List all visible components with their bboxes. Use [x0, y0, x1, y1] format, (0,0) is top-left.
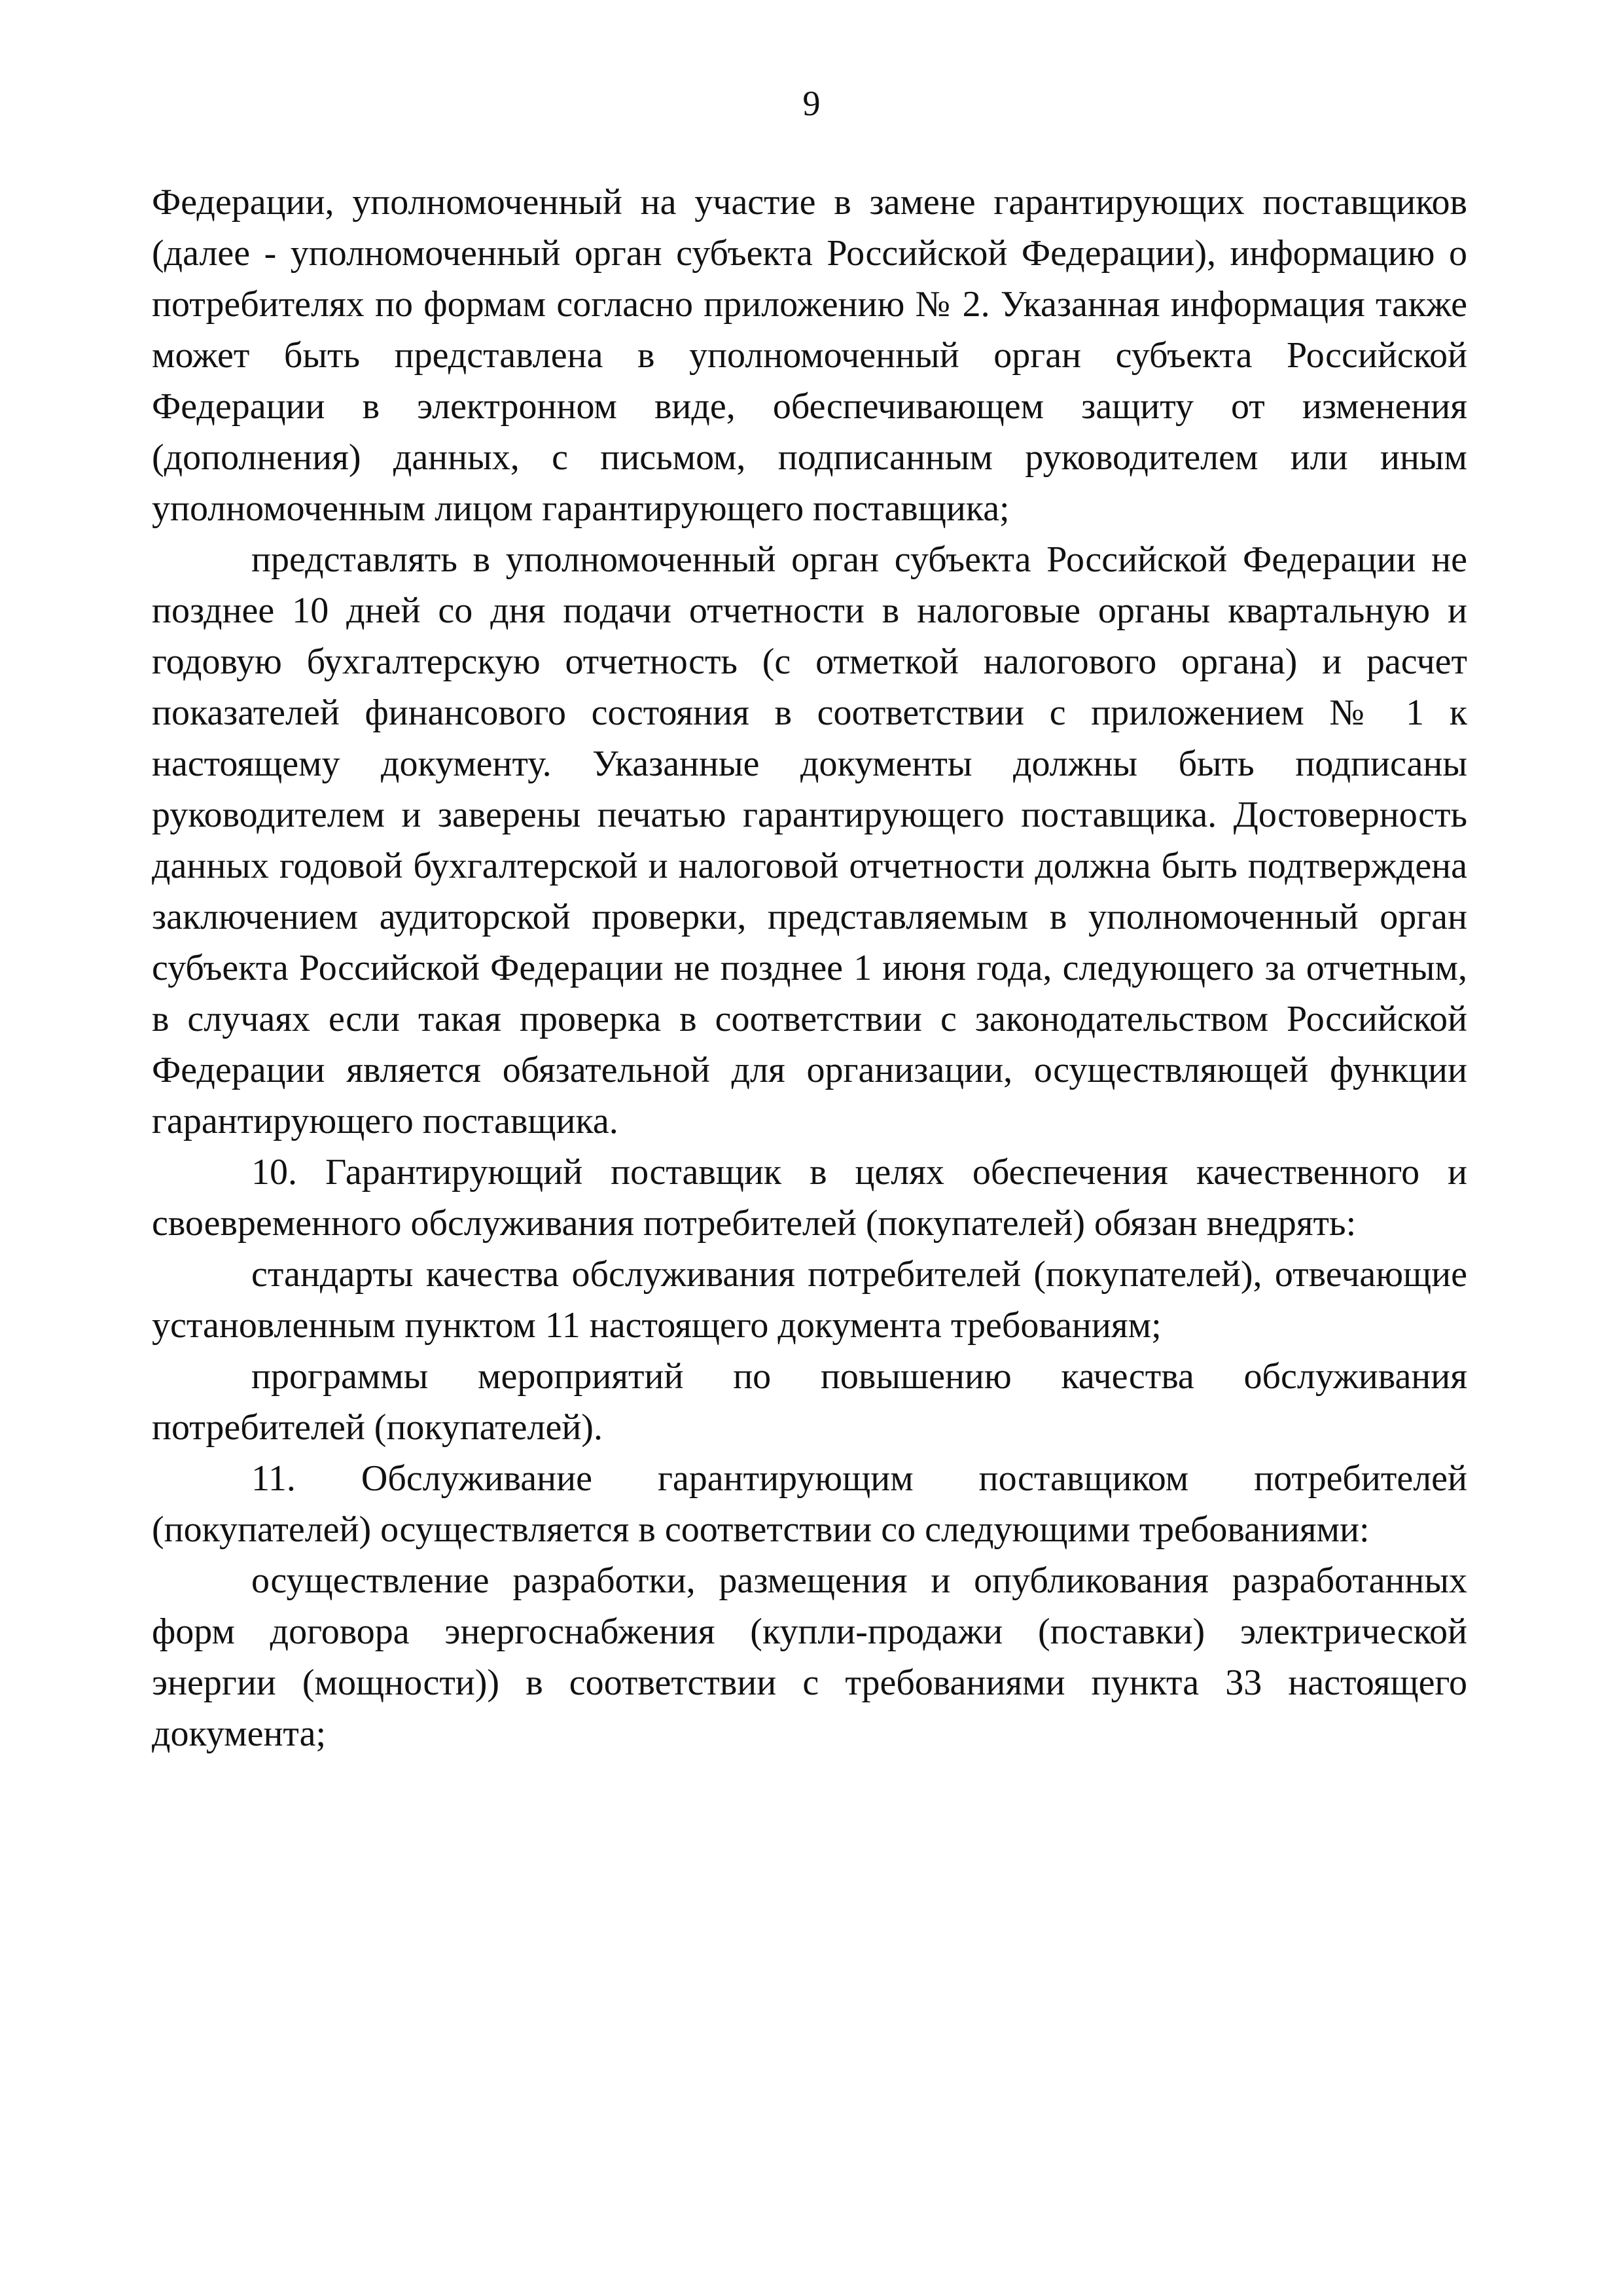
paragraph-item-11: 11. Обслуживание гарантирующим поставщиком потребителей (покупателей) осуществляется в соответствии со следующими требованиями: — [152, 1458, 1467, 1550]
paragraph-continuation: Федерации, уполномоченный на участие в замене гарантирующих поставщиков (далее - уполномоченный орган субъекта Российской Федерации), информацию о потребителях по формам согласно приложению № 2. Указанная информация также может быть представлена в уполномоченный орган субъекта Российской Федерации в электронном виде, обеспечивающем защиту от изменения (дополнения) данных, с письмом, подписанным руководителем или иным уполномоченным лицом гарантирующего поставщика; — [152, 182, 1467, 529]
paragraph-improvement-programs: программы мероприятий по повышению качества обслуживания потребителей (покупателей). — [152, 1356, 1467, 1448]
paragraph-contract-forms: осуществление разработки, размещения и опубликования разработанных форм договора энергоснабжения (купли-продажи (поставки) электрической энергии (мощности)) в соответствии с требованиями пункта 33 настоящего документа; — [152, 1560, 1467, 1754]
paragraph-financial-reporting: представлять в уполномоченный орган субъекта Российской Федерации не позднее 10 дней со дня подачи отчетности в налоговые органы квартальную и годовую бухгалтерскую отчетность (с отметкой налогового органа) и расчет показателей финансового состояния в соответствии с приложением № 1 к настоящему документу. Указанные документы должны быть подписаны руководителем и заверены печатью гарантирующего поставщика. Достоверность данных годовой бухгалтерской и налоговой отчетности должна быть подтверждена заключением аудиторской проверки, представляемым в уполномоченный орган субъекта Российской Федерации не позднее 1 июня года, следующего за отчетным, в случаях если такая проверка в соответствии с законодательством Российской Федерации является обязательной для организации, осуществляющей функции гарантирующего поставщика. — [152, 539, 1467, 1141]
paragraph-item-10: 10. Гарантирующий поставщик в целях обеспечения качественного и своевременного обслуживания потребителей (покупателей) обязан внедрять: — [152, 1152, 1467, 1244]
document-body — [152, 177, 1467, 1759]
paragraph-quality-standards: стандарты качества обслуживания потребителей (покупателей), отвечающие установленным пунктом 11 настоящего документа требованиям; — [152, 1254, 1467, 1346]
page-number: 9 — [802, 84, 821, 123]
